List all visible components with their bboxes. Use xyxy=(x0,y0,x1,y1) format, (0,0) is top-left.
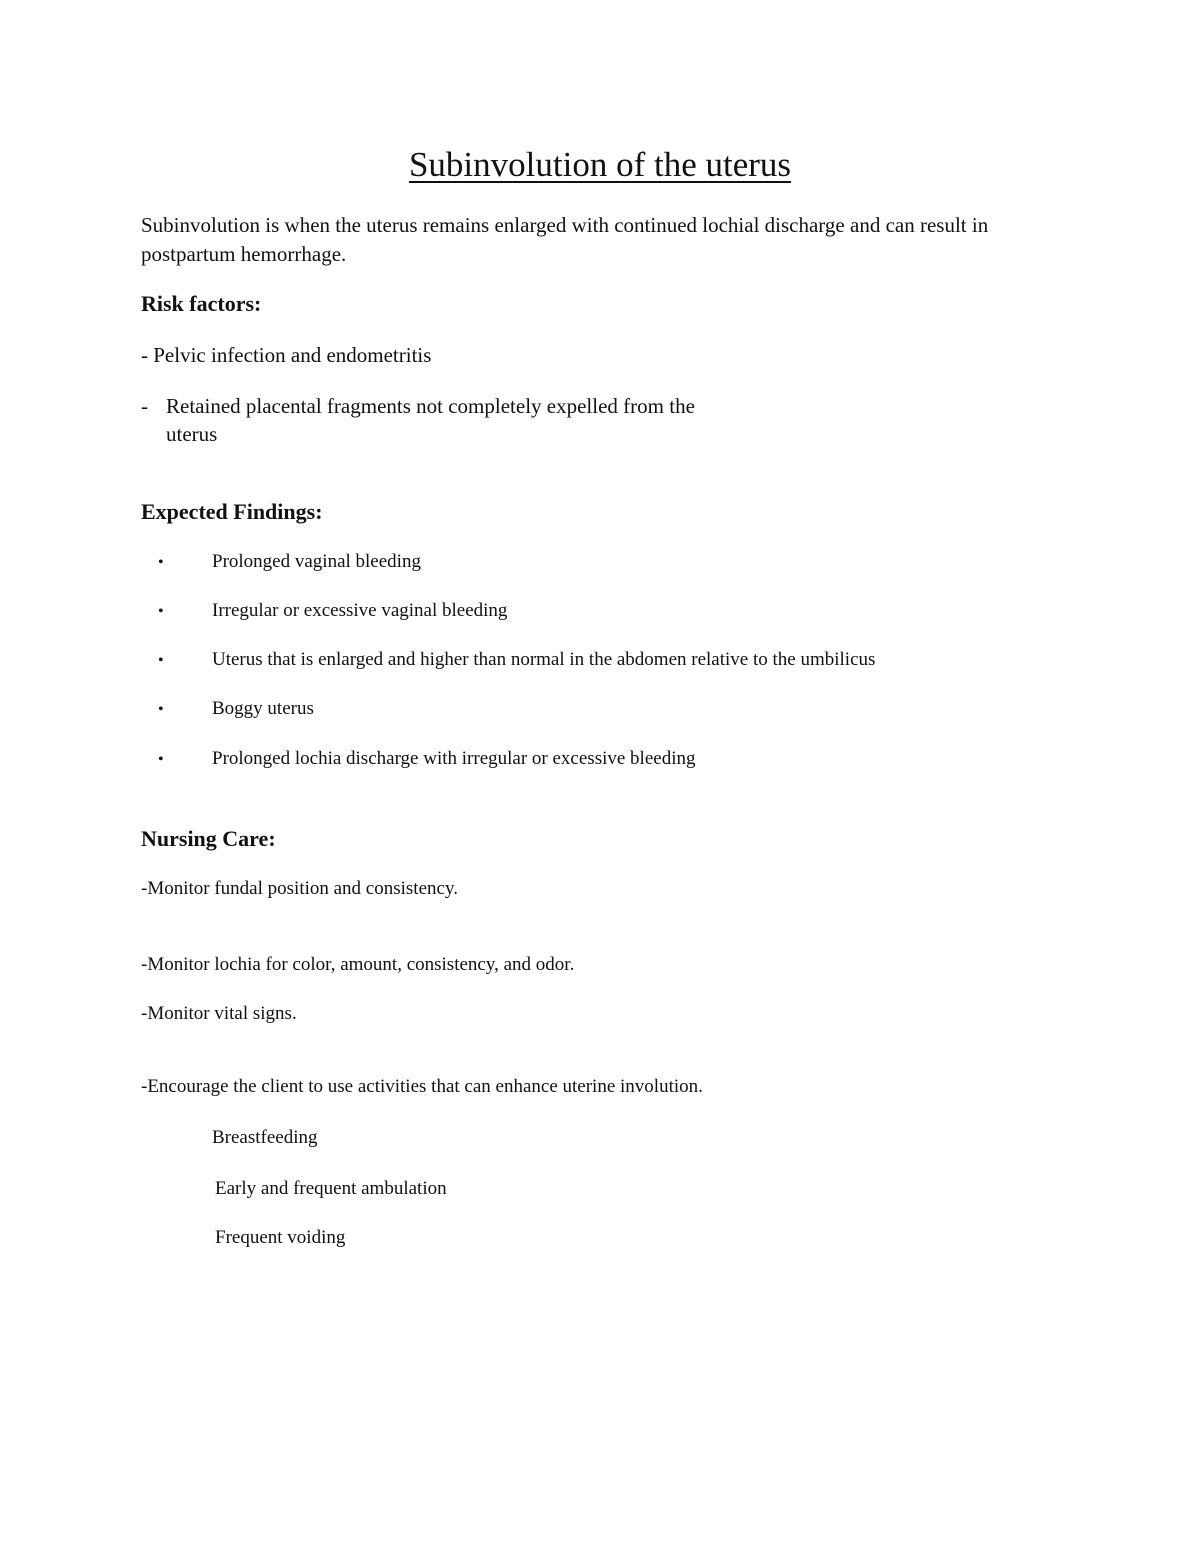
risk-factor-item: Retained placental fragments not completely expelled from the uterus xyxy=(166,394,695,446)
nursing-care-heading: Nursing Care: xyxy=(141,826,276,851)
finding-item: Prolonged vaginal bleeding xyxy=(212,551,421,572)
bullet-icon: • xyxy=(158,751,164,768)
bullet-icon: • xyxy=(158,701,164,718)
activity-item: Frequent voiding xyxy=(215,1227,346,1248)
nursing-care-item: -Encourage the client to use activities that can enhance uterine involution. xyxy=(141,1076,703,1097)
finding-item: Boggy uterus xyxy=(212,698,314,719)
bullet-icon: • xyxy=(158,603,164,620)
finding-item: Prolonged lochia discharge with irregular or excessive bleeding xyxy=(212,748,696,769)
nursing-care-item: -Monitor vital signs. xyxy=(141,1003,297,1024)
risk-factor-item: - Pelvic infection and endometritis xyxy=(141,343,432,367)
page-title: Subinvolution of the uterus xyxy=(408,145,792,184)
bullet-icon: • xyxy=(158,554,164,571)
nursing-care-item: -Monitor lochia for color, amount, consistency, and odor. xyxy=(141,954,575,975)
intro-paragraph: Subinvolution is when the uterus remains enlarged with continued lochial discharge and can result in postpartum hemorrhage. xyxy=(141,213,989,266)
activity-item: Early and frequent ambulation xyxy=(215,1178,447,1199)
finding-item: Uterus that is enlarged and higher than normal in the abdomen relative to the umbilicus xyxy=(212,649,876,670)
activity-item: Breastfeeding xyxy=(212,1127,318,1148)
expected-findings-heading: Expected Findings: xyxy=(141,499,323,524)
bullet-icon: • xyxy=(158,652,164,669)
risk-factor-dash: - xyxy=(141,394,148,418)
finding-item: Irregular or excessive vaginal bleeding xyxy=(212,600,508,621)
nursing-care-item: -Monitor fundal position and consistency. xyxy=(141,878,458,899)
risk-factors-heading: Risk factors: xyxy=(141,291,262,316)
